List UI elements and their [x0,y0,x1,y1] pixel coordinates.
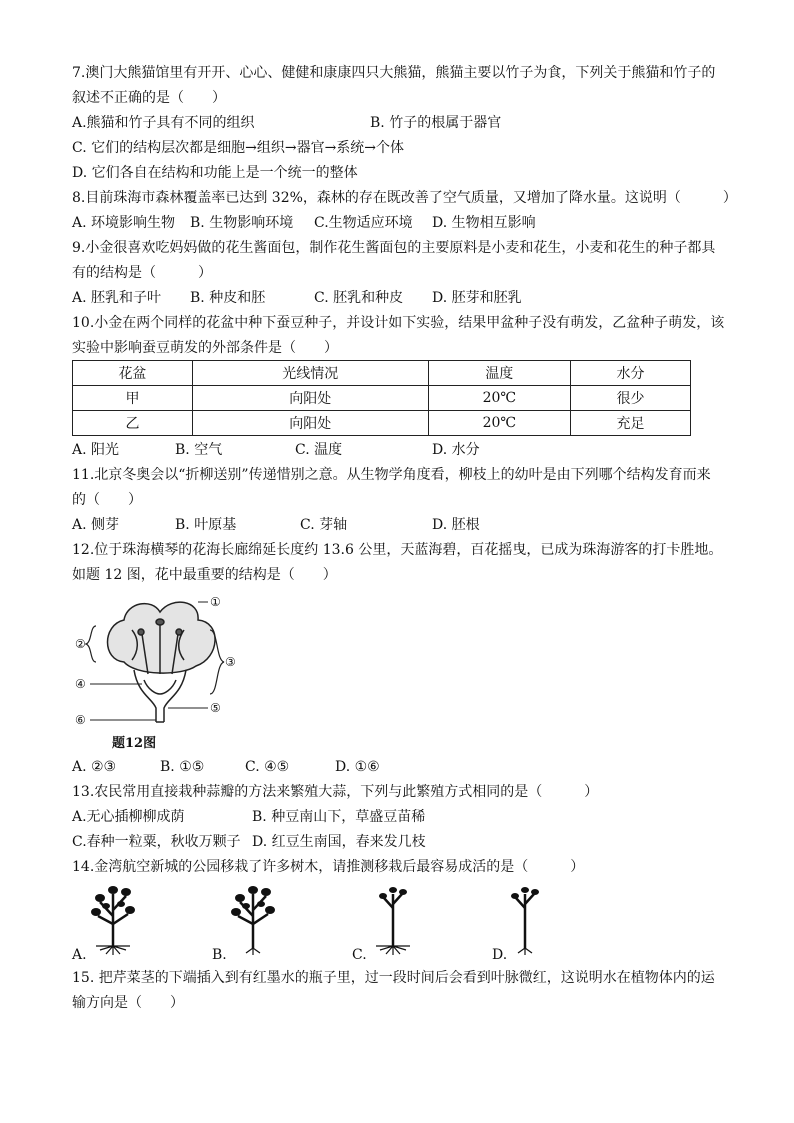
label-4: ④ [75,677,86,691]
q12-option-d: D. ①⑥ [335,759,380,775]
table-cell: 很少 [571,386,691,411]
label-3: ③ [225,655,236,669]
table-cell: 向阳处 [192,411,428,436]
q9-option-d: D. 胚芽和胚乳 [432,290,522,306]
tree-d-icon [500,880,550,956]
q10-stem-line2: 实验中影响蚕豆萌发的外部条件是（ ） [72,340,338,356]
q12-stem-line1: 12.位于珠海横琴的花海长廊绵延长度约 13.6 公里，天蓝海碧，百花摇曳，已成为珠海游客的打卡胜地。 [72,542,723,558]
q9-option-a: A. 胚乳和子叶 [72,290,162,306]
q7-option-a: A.熊猫和竹子具有不同的组织 [72,115,255,131]
q11-option-d: D. 胚根 [432,517,480,533]
table-header-cell: 光线情况 [192,361,428,386]
q11-stem-line2: 的（ ） [72,492,142,508]
label-6: ⑥ [75,713,86,727]
table-cell: 20℃ [428,386,571,411]
q11-option-c: C. 芽轴 [300,517,348,533]
q10-option-c: C. 温度 [295,442,343,458]
q10-option-b: B. 空气 [175,442,223,458]
tree-b-icon [228,880,278,956]
table-cell: 乙 [73,411,193,436]
q14-stem: 14.金湾航空新城的公园移栽了许多树木，请推测移栽后最容易成活的是（ ） [72,859,585,875]
q8-stem: 8.目前珠海市森林覆盖率已达到 32%，森林的存在既改善了空气质量，又增加了降水量。这说明（ ） [72,190,737,206]
q7-option-d: D. 它们各自在结构和功能上是一个统一的整体 [72,165,358,181]
table-cell: 充足 [571,411,691,436]
q8-option-c: C.生物适应环境 [314,215,413,231]
experiment-table [72,360,691,436]
table-header-cell: 温度 [428,361,571,386]
q13-stem: 13.农民常用直接栽种蒜瓣的方法来繁殖大蒜，下列与此繁殖方式相同的是（ ） [72,784,599,800]
q8-option-d: D. 生物相互影响 [432,215,536,231]
q15-stem-line1: 15. 把芹菜茎的下端插入到有红墨水的瓶子里，过一段时间后会看到叶脉微红，这说明水在植物体内的运 [72,970,715,986]
q10-option-d: D. 水分 [432,442,480,458]
q10-option-a: A. 阳光 [72,442,120,458]
q13-option-a: A.无心插柳柳成荫 [72,809,185,825]
q13-option-c: C.春种一粒粟，秋收万颗子 [72,834,241,850]
q14-option-b: B. [212,947,227,963]
q11-option-a: A. 侧芽 [72,517,120,533]
q7-stem-line2: 叙述不正确的是（ ） [72,90,226,106]
q13-option-b: B. 种豆南山下，草盛豆苗稀 [252,809,426,825]
q9-stem-line1: 9.小金很喜欢吃妈妈做的花生酱面包，制作花生酱面包的主要原料是小麦和花生，小麦和花生的种子都具 [72,240,716,256]
q11-option-b: B. 叶原基 [175,517,237,533]
q9-option-b: B. 种皮和胚 [190,290,266,306]
figure-caption: 题12图 [112,736,157,751]
q14-option-d: D. [492,947,508,963]
table-header-cell: 水分 [571,361,691,386]
table-cell: 甲 [73,386,193,411]
table-header-cell: 花盆 [73,361,193,386]
q12-stem-line2: 如题 12 图，花中最重要的结构是（ ） [72,567,337,583]
q9-stem-line2: 有的结构是（ ） [72,265,212,281]
q14-option-c: C. [352,947,367,963]
label-5: ⑤ [210,701,221,715]
q7-option-c: C. 它们的结构层次都是细胞→组织→器官→系统→个体 [72,140,405,156]
q8-option-a: A. 环境影响生物 [72,215,176,231]
flower-receptacle-stem [134,670,186,722]
label-2-bracket [86,626,96,662]
q10-stem-line1: 10.小金在两个同样的花盆中种下蚕豆种子，并设计如下实验，结果甲盆种子没有萌发，乙盆种子萌发，该 [72,315,725,331]
q12-option-b: B. ①⑤ [160,759,205,775]
q12-option-c: C. ④⑤ [245,759,290,775]
q7-stem-line1: 7.澳门大熊猫馆里有开开、心心、健健和康康四只大熊猫，熊猫主要以竹子为食，下列关于熊猫和竹子的 [72,65,716,81]
table-row [73,411,691,436]
label-2: ② [75,637,86,651]
label-1: ① [210,595,221,609]
table-cell: 向阳处 [192,386,428,411]
tree-c-icon [368,880,418,956]
table-cell: 20℃ [428,411,571,436]
q14-option-a: A. [72,947,87,963]
tree-a-icon [88,880,138,956]
q8-option-b: B. 生物影响环境 [190,215,294,231]
q7-option-b: B. 竹子的根属于器官 [370,115,502,131]
q15-stem-line2: 输方向是（ ） [72,995,184,1011]
q9-option-c: C. 胚乳和种皮 [314,290,404,306]
table-header-row [73,361,691,386]
flower-structure-diagram [72,590,242,750]
table-row [73,386,691,411]
q11-stem-line1: 11.北京冬奥会以“折柳送别”传递惜别之意。从生物学角度看，柳枝上的幼叶是由下列哪个结构发育而来 [72,467,711,483]
flower-petals [108,602,216,673]
q13-option-d: D. 红豆生南国，春来发几枝 [252,834,426,850]
q12-option-a: A. ②③ [72,759,117,775]
